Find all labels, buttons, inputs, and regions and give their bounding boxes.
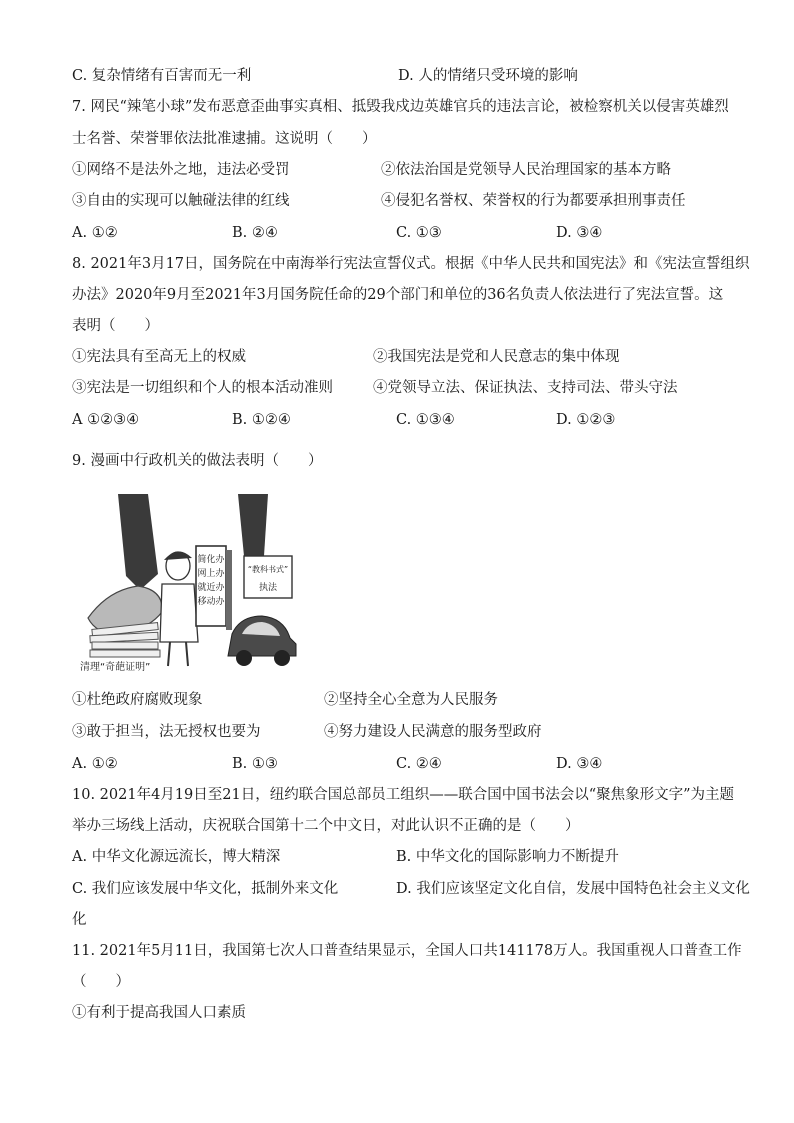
q11-stem-line2: （ ） bbox=[72, 974, 130, 990]
q8-option-b: B. ①②④ bbox=[232, 412, 291, 428]
q7-option-c: C. ①③ bbox=[396, 225, 442, 241]
q7-statement-2: ②依法治国是党领导人民治理国家的基本方略 bbox=[381, 162, 671, 178]
q6-option-c: C. 复杂情绪有百害而无一利 bbox=[72, 68, 252, 84]
cartoon-caption: 清理“奇葩证明” bbox=[80, 662, 151, 673]
q8-statement-3: ③宪法是一切组织和个人的根本活动准则 bbox=[72, 380, 333, 396]
q11-stem-line1: 11. 2021年5月11日，我国第七次人口普查结果显示，全国人口共141178万人。我国重视人口普查工作 bbox=[72, 943, 742, 959]
q9-statement-3: ③敢于担当，法无授权也要为 bbox=[72, 724, 261, 740]
q10-option-d: D. 我们应该坚定文化自信，发展中国特色社会主义文化 bbox=[396, 881, 750, 897]
q7-option-b: B. ②④ bbox=[232, 225, 278, 241]
q7-option-a: A. ①② bbox=[72, 225, 118, 241]
q8-option-c: C. ①③④ bbox=[396, 412, 455, 428]
q8-stem-line1: 8. 2021年3月17日，国务院在中南海举行宪法宣誓仪式。根据《中华人民共和国宪法》和《宪法宣誓组织 bbox=[72, 256, 750, 272]
q8-statement-2: ②我国宪法是党和人民意志的集中体现 bbox=[373, 349, 620, 365]
q7-statement-1: ①网络不是法外之地，违法必受罚 bbox=[72, 162, 290, 178]
q10-option-a: A. 中华文化源远流长，博大精深 bbox=[72, 849, 281, 865]
q9-statement-2: ②坚持全心全意为人民服务 bbox=[324, 692, 498, 708]
q9-stem: 9. 漫画中行政机关的做法表明（ ） bbox=[72, 453, 323, 469]
q9-statement-4: ④努力建设人民满意的服务型政府 bbox=[324, 724, 542, 740]
q7-option-d: D. ③④ bbox=[556, 225, 603, 241]
q7-stem-line1: 7. 网民“辣笔小球”发布恶意歪曲事实真相、抵毁我戍边英雄官兵的违法言论，被检察机关以侵害英雄烈 bbox=[72, 99, 729, 115]
cartoon-image bbox=[78, 494, 300, 674]
q8-statement-1: ①宪法具有至高无上的权威 bbox=[72, 349, 246, 365]
q7-statement-4: ④侵犯名誉权、荣誉权的行为都要承担刑事责任 bbox=[381, 193, 686, 209]
q10-option-b: B. 中华文化的国际影响力不断提升 bbox=[396, 849, 619, 865]
q9-option-b: B. ①③ bbox=[232, 756, 278, 772]
card-text-1: “教科书式” bbox=[247, 565, 289, 574]
q10-stem-line1: 10. 2021年4月19日至21日，纽约联合国总部员工组织——联合国中国书法会以“聚焦象形文字”为主题 bbox=[72, 787, 735, 803]
q8-stem-line3: 表明（ ） bbox=[72, 318, 159, 334]
q9-option-a: A. ①② bbox=[72, 756, 118, 772]
q8-stem-line2: 办法》2020年9月至2021年3月国务院任命的29个部门和单位的36名负责人依法进行了宪法宣誓。这 bbox=[72, 287, 724, 303]
sign-text-4: 移动办 bbox=[197, 597, 225, 607]
q7-stem-line2: 士名誉、荣誉罪依法批准逮捕。这说明（ ） bbox=[72, 131, 377, 147]
q8-option-d: D. ①②③ bbox=[556, 412, 616, 428]
q9-option-d: D. ③④ bbox=[556, 756, 603, 772]
card-text-2: 执法 bbox=[258, 583, 278, 593]
sign-text-1: 简化办 bbox=[197, 555, 225, 565]
q6-option-d: D. 人的情绪只受环境的影响 bbox=[398, 68, 578, 84]
q10-stem-line2: 举办三场线上活动，庆祝联合国第十二个中文日，对此认识不正确的是（ ） bbox=[72, 818, 580, 834]
q8-option-a: A ①②③④ bbox=[72, 412, 140, 428]
q8-statement-4: ④党领导立法、保证执法、支持司法、带头守法 bbox=[373, 380, 678, 396]
q10-option-d-wrap: 化 bbox=[72, 912, 87, 928]
sign-text-2: 网上办 bbox=[197, 569, 225, 579]
q10-option-c: C. 我们应该发展中华文化，抵制外来文化 bbox=[72, 881, 339, 897]
q9-option-c: C. ②④ bbox=[396, 756, 442, 772]
sign-text-3: 就近办 bbox=[197, 583, 225, 593]
q9-statement-1: ①杜绝政府腐败现象 bbox=[72, 692, 203, 708]
q11-statement-1: ①有利于提高我国人口素质 bbox=[72, 1005, 246, 1021]
q7-statement-3: ③自由的实现可以触碰法律的红线 bbox=[72, 193, 290, 209]
